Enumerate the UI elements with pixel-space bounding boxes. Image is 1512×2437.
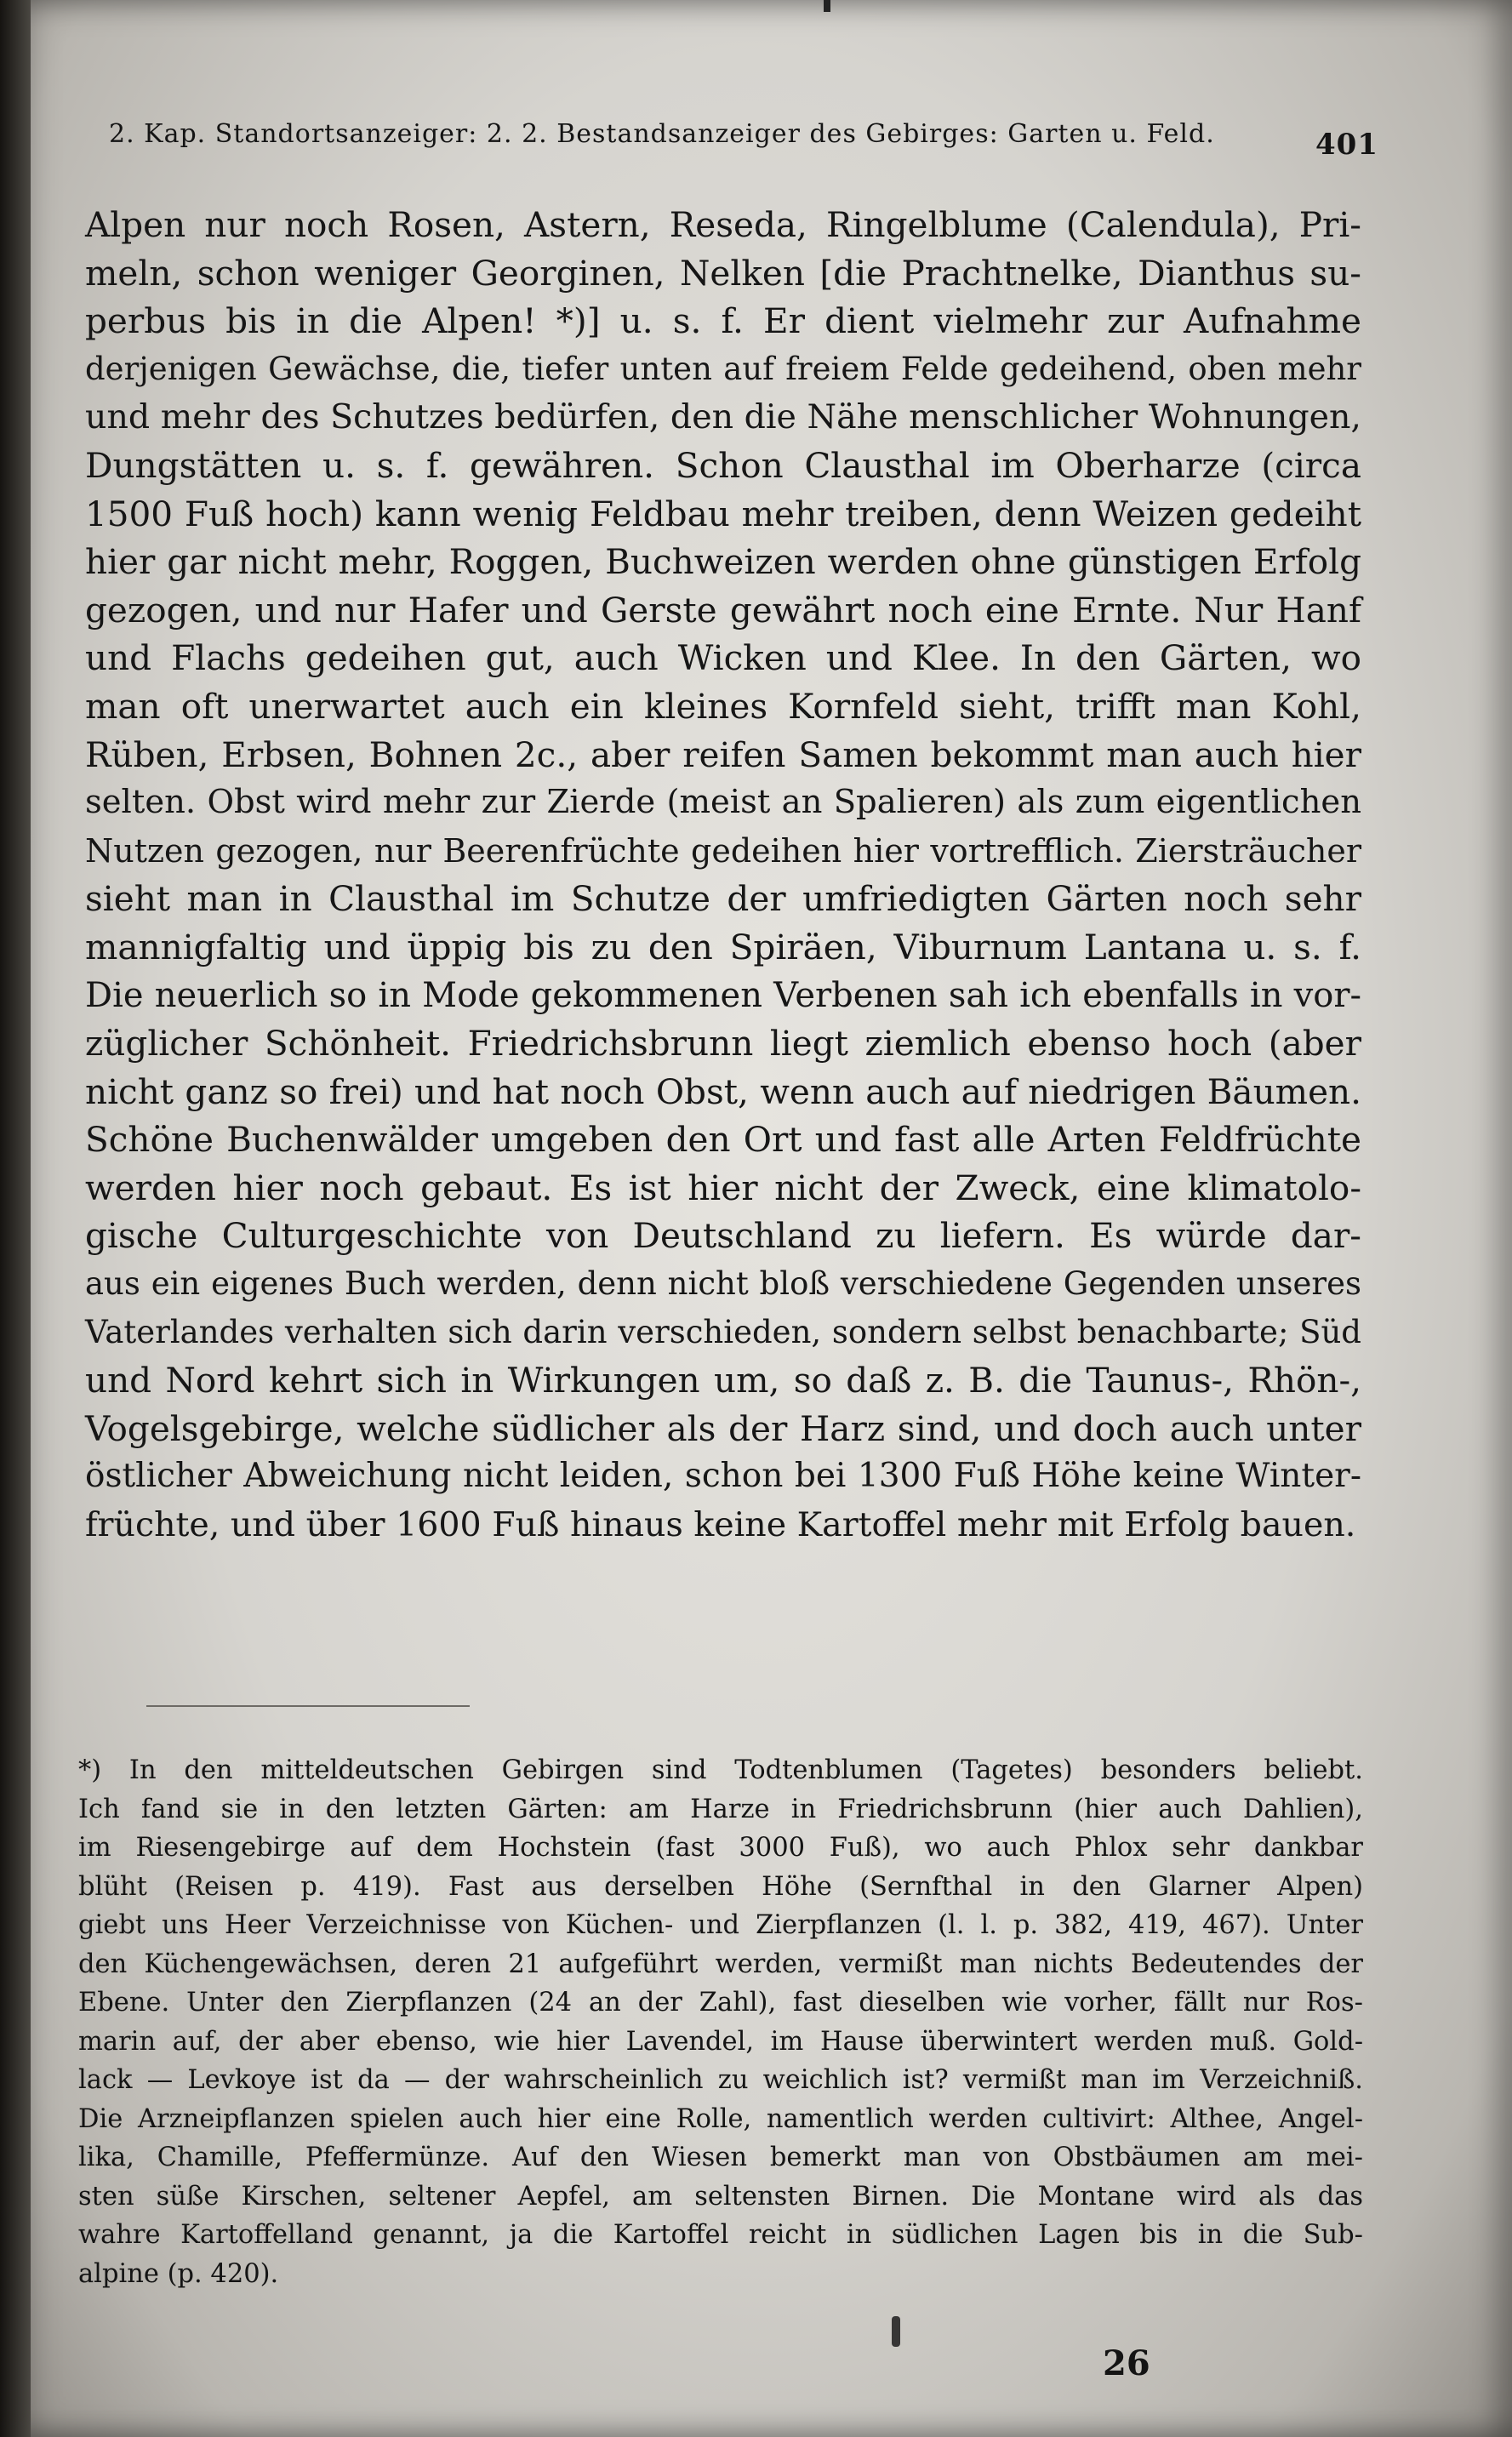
footnote-line: lika, Chamille, Pfeffermünze. Auf den Wiesen bemerkt man von Obstbäumen am mei- xyxy=(78,2143,1363,2172)
body-line: aus ein eigenes Buch werden, denn nicht bloß verschiedene Gegenden unseres xyxy=(85,1265,1361,1303)
main-text-block xyxy=(85,201,1361,1550)
running-header xyxy=(109,119,1378,162)
body-line: gische Culturgeschichte von Deutschland zu liefern. Es würde dar- xyxy=(85,1215,1361,1257)
body-line: nicht ganz so frei) und hat noch Obst, wenn auch auf niedrigen Bäumen. xyxy=(85,1070,1361,1112)
footnote-line: marin auf, der aber ebenso, wie hier Lavendel, im Hause überwintert werden muß. Gold- xyxy=(78,2026,1363,2057)
footnote-divider xyxy=(146,1705,470,1707)
body-line: hier gar nicht mehr, Roggen, Buchweizen werden ohne günstigen Erfolg xyxy=(85,541,1361,583)
body-line: man oft unerwartet auch ein kleines Kornfeld sieht, trifft man Kohl, xyxy=(85,685,1361,727)
footnote-block xyxy=(78,1751,1363,2293)
body-line: meln, schon weniger Georginen, Nelken [die Prachtnelke, Dianthus su- xyxy=(85,252,1361,294)
body-line: züglicher Schönheit. Friedrichsbrunn liegt ziemlich ebenso hoch (aber xyxy=(85,1023,1361,1064)
footnote-line: alpine (p. 420). xyxy=(78,2258,279,2289)
footnote-line: Ich fand sie in den letzten Gärten: am Harze in Friedrichsbrunn (hier auch Dahlien), xyxy=(78,1794,1363,1824)
body-line: selten. Obst wird mehr zur Zierde (meist an Spalieren) als zum eigentlichen xyxy=(85,783,1361,822)
binding-gutter xyxy=(0,0,31,2437)
footnote-line: lack — Levkoye ist da — der wahrscheinlich zu weichlich ist? vermißt man im Verzeichniß. xyxy=(78,2065,1363,2095)
body-line: früchte, und über 1600 Fuß hinaus keine Kartoffel mehr mit Erfolg bauen. xyxy=(85,1505,1356,1545)
body-line: und mehr des Schutzes bedürfen, den die Nähe menschlicher Wohnungen, xyxy=(85,397,1361,437)
footnote-line: sten süße Kirschen, seltener Aepfel, am seltensten Birnen. Die Montane wird als das xyxy=(78,2181,1363,2212)
body-line: Schöne Buchenwälder umgeben den Ort und fast alle Arten Feldfrüchte xyxy=(85,1119,1361,1161)
footnote-line: blüht (Reisen p. 419). Fast aus derselben Höhe (Sernfthal in den Glarner Alpen) xyxy=(78,1871,1363,1902)
body-line: gezogen, und nur Hafer und Gerste gewährt noch eine Ernte. Nur Hanf xyxy=(85,589,1361,631)
footnote-line: *) In den mitteldeutschen Gebirgen sind Todtenblumen (Tagetes) besonders beliebt. xyxy=(78,1755,1363,1785)
footnote-line: giebt uns Heer Verzeichnisse von Küchen- und Zierpflanzen (l. l. p. 382, 419, 467). Unter xyxy=(78,1910,1363,1940)
body-line: Rüben, Erbsen, Bohnen 2c., aber reifen Samen bekommt man auch hier xyxy=(85,733,1361,775)
body-line: mannigfaltig und üppig bis zu den Spiräen, Viburnum Lantana u. s. f. xyxy=(85,926,1361,967)
body-line: und Flachs gedeihen gut, auch Wicken und Klee. In den Gärten, wo xyxy=(85,637,1361,679)
footnote-line: den Küchengewächsen, deren 21 aufgeführt werden, vermißt man nichts Bedeutendes der xyxy=(78,1949,1363,1979)
footnote-line: im Riesengebirge auf dem Hochstein (fast 3000 Fuß), wo auch Phlox sehr dankbar xyxy=(78,1833,1363,1863)
footnote-line: wahre Kartoffelland genannt, ja die Kartoffel reicht in südlichen Lagen bis in die Sub- xyxy=(78,2220,1363,2250)
footnote-line: Ebene. Unter den Zierpflanzen (24 an der Zahl), fast dieselben wie vorher, fällt nur Ros- xyxy=(78,1988,1363,2018)
ink-speck xyxy=(892,2316,900,2347)
body-line: sieht man in Clausthal im Schutze der umfriedigten Gärten noch sehr xyxy=(85,878,1361,920)
body-line: Dungstätten u. s. f. gewähren. Schon Clausthal im Oberharze (circa xyxy=(85,444,1361,486)
footnote-line: Die Arzneipflanzen spielen auch hier eine Rolle, namentlich werden cultivirt: Althee, Angel- xyxy=(78,2103,1363,2134)
body-line: Nutzen gezogen, nur Beerenfrüchte gedeihen hier vortrefflich. Ziersträucher xyxy=(85,831,1361,870)
body-line: 1500 Fuß hoch) kann wenig Feldbau mehr treiben, denn Weizen gedeiht xyxy=(85,493,1361,534)
body-line: werden hier noch gebaut. Es ist hier nicht der Zweck, eine klimatolo- xyxy=(85,1167,1361,1208)
body-line: perbus bis in die Alpen! *)] u. s. f. Er dient vielmehr zur Aufnahme xyxy=(85,300,1361,342)
body-line: östlicher Abweichung nicht leiden, schon bei 1300 Fuß Höhe keine Winter- xyxy=(85,1457,1361,1496)
body-line: Alpen nur noch Rosen, Astern, Reseda, Ringelblume (Calendula), Pri- xyxy=(85,204,1361,245)
page-number: 401 xyxy=(1315,128,1378,162)
running-head-text: 2. Kap. Standortsanzeiger: 2. 2. Bestandsanzeiger des Gebirges: Garten u. Feld. xyxy=(109,119,1215,149)
body-line: Vogelsgebirge, welche südlicher als der Harz sind, und doch auch unter xyxy=(85,1407,1361,1449)
signature-folio: 26 xyxy=(1103,2343,1150,2383)
body-line: und Nord kehrt sich in Wirkungen um, so daß z. B. die Taunus-, Rhön-, xyxy=(85,1360,1361,1401)
body-line: Die neuerlich so in Mode gekommenen Verbenen sah ich ebenfalls in vor- xyxy=(85,975,1361,1015)
body-line: Vaterlandes verhalten sich darin verschieden, sondern selbst benachbarte; Süd xyxy=(85,1313,1361,1350)
body-line: derjenigen Gewächse, die, tiefer unten auf freiem Felde gedeihend, oben mehr xyxy=(85,350,1361,387)
top-edge-mark xyxy=(824,0,830,12)
